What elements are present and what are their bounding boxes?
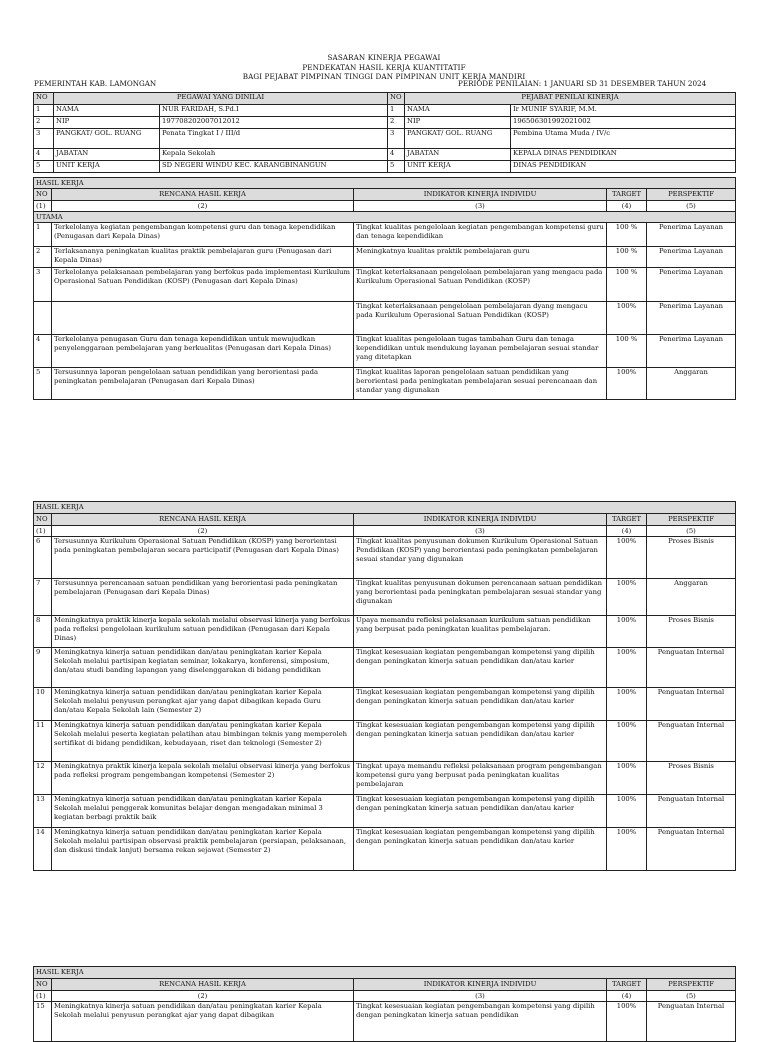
government-label: PEMERINTAH KAB. LAMONGAN [34,79,157,88]
rencana-hasil-kerja: Meningkatnya praktik kinerja kepala sekolah melalui observasi kinerja yang berfokus pada refleksi pengelolaan kurikulum satuan pendidikan (Penugasan dari Kepala Dinas) [52,616,354,648]
perspektif-value: Penerima Layanan [647,302,736,335]
perspektif-value: Penerima Layanan [647,247,736,268]
indikator-kinerja: Upaya memandu refleksi pelaksanaan kurikulum satuan pendidikan yang berpusat pada peningkatan kualitas pembelajaran. [354,616,607,648]
perspektif-value: Penguatan Internal [647,1002,736,1042]
target-value: 100% [607,579,647,616]
info-row [34,129,736,149]
col-number: (4) [607,201,647,212]
rencana-hasil-kerja: Tersusunnya laporan pengelolaan satuan pendidikan yang berorientasi pada peningkatan pembelajaran (Penugasan dari Kepala Dinas) [52,368,354,400]
info-header-row [34,93,736,105]
target-value: 100 % [607,335,647,368]
indikator-kinerja: Tingkat kualitas laporan pengelolaan satuan pendidikan yang berorientasi pada peningkatan pembelajaran sesuai perencanaan dan standar yang digunakan [354,368,607,400]
penilai-nama: Ir MUNIF SYARIF, M.M. [511,105,736,117]
col-number: (1) [34,991,52,1002]
perspektif-value: Penguatan Internal [647,688,736,721]
indikator-kinerja: Tingkat kesesuaian kegiatan pengembangan kompetensi yang dipilih dengan peningkatan kinerja satuan pendidikan dan/atau karier [354,721,607,762]
hasil-kerja-row [34,537,736,579]
rencana-hasil-kerja [52,302,354,335]
row-no: 10 [34,688,52,721]
indikator-kinerja: Tingkat kualitas pengelolaan kegiatan pengembangan kompetensi guru dan tenaga kependidikan [354,223,607,247]
indikator-kinerja: Tingkat kesesuaian kegiatan pengembangan kompetensi yang dipilih dengan peningkatan kinerja satuan pendidikan [354,1002,607,1042]
row-no: 14 [34,828,52,871]
info-label: UNIT KERJA [405,161,511,173]
col-number: (3) [354,526,607,537]
target-value: 100% [607,828,647,871]
col-number: (4) [607,526,647,537]
target-value: 100 % [607,247,647,268]
row-no: 11 [34,721,52,762]
col-number: (5) [647,526,736,537]
section-2-body [34,537,736,871]
col-indikator-header: INDIKATOR KINERJA INDIVIDU [354,189,607,201]
hasil-kerja-label: HASIL KERJA [34,967,736,979]
hasil-kerja-row [34,268,736,302]
indikator-kinerja: Tingkat kesesuaian kegiatan pengembangan kompetensi yang dipilih dengan peningkatan kinerja satuan pendidikan dan/atau karier [354,795,607,828]
pegawai-nip: 197708202007012012 [160,117,388,129]
row-no: 1 [34,223,52,247]
info-no: 5 [388,161,405,173]
indikator-kinerja: Tingkat kesesuaian kegiatan pengembangan kompetensi yang dipilih dengan peningkatan kinerja satuan pendidikan dan/atau karier [354,648,607,688]
col-number: (2) [52,526,354,537]
indikator-kinerja: Tingkat kualitas penyusunan dokumen Kurikulum Operasional Satuan Pendidikan (KOSP) yang berorientasi pada peningkatan pembelajaran sesuai standar yang digunakan [354,537,607,579]
rencana-hasil-kerja: Terkelolanya penugasan Guru dan tenaga kependidikan untuk mewujudkan penyelenggaraan pembelajaran yang berkualitas (Penugasan dari Kepala Dinas) [52,335,354,368]
target-value: 100% [607,648,647,688]
col-number: (2) [52,991,354,1002]
rencana-hasil-kerja: Meningkatnya kinerja satuan pendidikan dan/atau peningkatan karier Kepala Sekolah melalui penggerak komunitas belajar dengan mengadakan minimal 3 kegiatan berbagi praktik baik [52,795,354,828]
pegawai-header: PEGAWAI YANG DINILAI [54,93,388,105]
document-title-block [0,53,768,82]
info-label: JABATAN [54,149,160,161]
rencana-hasil-kerja: Meningkatnya kinerja satuan pendidikan dan/atau peningkatan karier Kepala Sekolah melalui penyusun perangkat ajar yang dapat dibagikan [52,1002,354,1042]
pegawai-unit: SD NEGERI WINDU KEC. KARANGBINANGUN [160,161,388,173]
hasil-kerja-row [34,648,736,688]
row-no: 9 [34,648,52,688]
hasil-kerja-row [34,302,736,335]
pegawai-jabatan: Kepala Sekolah [160,149,388,161]
target-value: 100% [607,616,647,648]
hasil-kerja-row [34,1002,736,1042]
section-label-row [34,502,736,514]
hasil-kerja-row [34,828,736,871]
indikator-kinerja: Tingkat keterlaksanaan pengelolaan pembelajaran dyang mengacu pada Kurikulum Operasional Satuan Pendidikan (KOSP) [354,302,607,335]
col-no-header: NO [34,979,52,991]
row-no: 6 [34,537,52,579]
col-target-header: TARGET [607,514,647,526]
info-label: UNIT KERJA [54,161,160,173]
col-perspektif-header: PERSPEKTIF [647,979,736,991]
row-no: 7 [34,579,52,616]
section-3-body [34,1002,736,1042]
penilai-header: PEJABAT PENILAI KINERJA [405,93,736,105]
period-label: PERIODE PENILAIAN: 1 JANUARI SD 31 DESEMBER TAHUN 2024 [458,79,707,88]
col-number: (4) [607,991,647,1002]
col-target-header: TARGET [607,189,647,201]
utama-row [34,212,736,223]
target-value: 100% [607,368,647,400]
indikator-kinerja: Meningkatnya kualitas praktik pembelajaran guru [354,247,607,268]
row-no: 3 [34,268,52,302]
title-line-3: BAGI PEJABAT PIMPINAN TINGGI DAN PIMPINAN UNIT KERJA MANDIRI [242,72,526,82]
indikator-kinerja: Tingkat kesesuaian kegiatan pengembangan kompetensi yang dipilih dengan peningkatan kinerja satuan pendidikan dan/atau karier [354,688,607,721]
info-label: NIP [54,117,160,129]
info-no: 2 [388,117,405,129]
title-line-1: SASARAN KINERJA PEGAWAI [327,53,441,62]
row-no: 15 [34,1002,52,1042]
col-no-header: NO [34,189,52,201]
col-rencana-header: RENCANA HASIL KERJA [52,514,354,526]
hasil-kerja-row [34,579,736,616]
col-number: (3) [354,201,607,212]
title-line-2: PENDEKATAN HASIL KERJA KUANTITATIF [302,62,466,72]
rencana-hasil-kerja: Meningkatnya kinerja satuan pendidikan dan/atau peningkatan karier Kepala Sekolah melalui penyusun perangkat ajar yang dapat dibagikan kepada Guru dan/atau Kepala Sekolah lain (Semester 2) [52,688,354,721]
perspektif-value: Penguatan Internal [647,828,736,871]
utama-label: UTAMA [34,212,736,223]
info-row [34,117,736,129]
section-1-body [34,223,736,400]
hasil-kerja-table-1 [33,177,736,400]
perspektif-value: Penguatan Internal [647,795,736,828]
hasil-kerja-row [34,368,736,400]
section-label-row [34,178,736,189]
info-label: NAMA [405,105,511,117]
col-perspektif-header: PERSPEKTIF [647,514,736,526]
col-number: (1) [34,526,52,537]
info-no: 3 [34,129,54,149]
column-number-row [34,201,736,212]
column-number-row [34,526,736,537]
col-number: (2) [52,201,354,212]
hasil-kerja-table-3 [33,966,736,1042]
perspektif-value: Penguatan Internal [647,648,736,688]
perspektif-value: Proses Bisnis [647,537,736,579]
row-no: 2 [34,247,52,268]
indikator-kinerja: Tingkat kualitas pengelolaan tugas tambahan Guru dan tenaga kependidikan untuk mendukung layanan pembelajaran sesuai standar yang ditetapkan [354,335,607,368]
column-header-row [34,189,736,201]
col-number: (1) [34,201,52,212]
perspektif-value: Penerima Layanan [647,223,736,247]
hasil-kerja-label: HASIL KERJA [34,502,736,514]
rencana-hasil-kerja: Meningkatnya kinerja satuan pendidikan dan/atau peningkatan karier Kepala Sekolah melalui peserta kegiatan pelatihan atau bimbingan teknis yang memperoleh sertifikat di bidang pendidikan, kebudayaan, riset dan teknologi (Semester 2) [52,721,354,762]
perspektif-value: Proses Bisnis [647,762,736,795]
rencana-hasil-kerja: Terlaksananya peningkatan kualitas praktik pembelajaran guru (Penugasan dari Kepala Dinas) [52,247,354,268]
column-header-row [34,514,736,526]
target-value: 100 % [607,268,647,302]
perspektif-value: Penerima Layanan [647,335,736,368]
penilai-pangkat: Pembina Utama Muda / IV/c [511,129,736,149]
info-no: 3 [388,129,405,149]
penilai-unit: DINAS PENDIDIKAN [511,161,736,173]
info-row [34,149,736,161]
info-no: 1 [34,105,54,117]
row-no [34,302,52,335]
info-label: PANGKAT/ GOL. RUANG [54,129,160,149]
col-indikator-header: INDIKATOR KINERJA INDIVIDU [354,514,607,526]
col-rencana-header: RENCANA HASIL KERJA [52,189,354,201]
info-no: 4 [388,149,405,161]
hasil-kerja-row [34,616,736,648]
target-value: 100% [607,762,647,795]
perspektif-value: Penguatan Internal [647,721,736,762]
hasil-kerja-row [34,795,736,828]
target-value: 100% [607,688,647,721]
perspektif-value: Penerima Layanan [647,268,736,302]
info-no: 1 [388,105,405,117]
row-no: 13 [34,795,52,828]
hasil-kerja-row [34,721,736,762]
col-number: (3) [354,991,607,1002]
target-value: 100% [607,302,647,335]
col-perspektif-header: PERSPEKTIF [647,189,736,201]
penilai-jabatan: KEPALA DINAS PENDIDIKAN [511,149,736,161]
col-indikator-header: INDIKATOR KINERJA INDIVIDU [354,979,607,991]
info-no: 5 [34,161,54,173]
info-no-header-2: NO [388,93,405,105]
target-value: 100% [607,721,647,762]
employee-info-table [33,92,736,173]
info-row [34,105,736,117]
info-no: 2 [34,117,54,129]
perspektif-value: Anggaran [647,579,736,616]
info-label: NIP [405,117,511,129]
info-no-header: NO [34,93,54,105]
indikator-kinerja: Tingkat upaya memandu refleksi pelaksanaan program pengembangan kompetensi guru yang berpusat pada peningkatan kualitas pembelajaran [354,762,607,795]
target-value: 100 % [607,223,647,247]
row-no: 4 [34,335,52,368]
info-label: NAMA [54,105,160,117]
column-header-row [34,979,736,991]
row-no: 12 [34,762,52,795]
hasil-kerja-row [34,762,736,795]
rencana-hasil-kerja: Tersusunnya perencanaan satuan pendidikan yang berorientasi pada peningkatan pembelajaran (Penugasan dari Kepala Dinas) [52,579,354,616]
hasil-kerja-row [34,247,736,268]
rencana-hasil-kerja: Terkelolanya kegiatan pengembangan kompetensi guru dan tenaga kependidikan (Penugasan dari Kepala Dinas) [52,223,354,247]
row-no: 8 [34,616,52,648]
penilai-nip: 196506301992021002 [511,117,736,129]
rencana-hasil-kerja: Meningkatnya praktik kinerja kepala sekolah melalui observasi kinerja yang berfokus pada refleksi program pengembangan kompetensi (Semester 2) [52,762,354,795]
rencana-hasil-kerja: Meningkatnya kinerja satuan pendidikan dan/atau peningkatan karier Kepala Sekolah melalui partisipan kegiatan seminar, lokakarya, konferensi, simposium, dan/atau studi banding lapangan yang diselenggarakan di bidang pendidikan [52,648,354,688]
rencana-hasil-kerja: Terkelolanya pelaksanaan pembelajaran yang berfokus pada implementasi Kurikulum Operasional Satuan Pendidikan (KOSP) (Penugasan dari Kepala Dinas) [52,268,354,302]
pegawai-nama: NUR FARIDAH, S.Pd.I [160,105,388,117]
col-rencana-header: RENCANA HASIL KERJA [52,979,354,991]
indikator-kinerja: Tingkat kesesuaian kegiatan pengembangan kompetensi yang dipilih dengan peningkatan kinerja satuan pendidikan dan/atau karier [354,828,607,871]
row-no: 5 [34,368,52,400]
col-number: (5) [647,991,736,1002]
section-label-row [34,967,736,979]
hasil-kerja-label: HASIL KERJA [34,178,736,189]
col-number: (5) [647,201,736,212]
hasil-kerja-table-2 [33,501,736,871]
target-value: 100% [607,537,647,579]
info-no: 4 [34,149,54,161]
info-label: PANGKAT/ GOL. RUANG [405,129,511,149]
rencana-hasil-kerja: Meningkatnya kinerja satuan pendidikan dan/atau peningkatan karier Kepala Sekolah melalui partisipan observasi praktik pembelajaran (persiapan, pelaksanaan, dan diskusi tindak lanjut) bersama rekan sejawat (Semester 2) [52,828,354,871]
perspektif-value: Proses Bisnis [647,616,736,648]
hasil-kerja-row [34,688,736,721]
indikator-kinerja: Tingkat keterlaksanaan pengelolaan pembelajaran yang mengacu pada Kurikulum Operasional Satuan Pendidikan (KOSP) [354,268,607,302]
perspektif-value: Anggaran [647,368,736,400]
hasil-kerja-row [34,223,736,247]
hasil-kerja-row [34,335,736,368]
col-no-header: NO [34,514,52,526]
indikator-kinerja: Tingkat kualitas penyusunan dokumen perencanaan satuan pendidikan yang berorientasi pada peningkatan pembelajaran sesuai standar yang digunakan [354,579,607,616]
pegawai-pangkat: Penata Tingkat I / III/d [160,129,388,149]
info-label: JABATAN [405,149,511,161]
target-value: 100% [607,795,647,828]
target-value: 100% [607,1002,647,1042]
rencana-hasil-kerja: Tersusunnya Kurikulum Operasional Satuan Pendidikan (KOSP) yang berorientasi pada peningkatan pembelajaran secara participatif (Penugasan dari Kepala Dinas) [52,537,354,579]
column-number-row [34,991,736,1002]
col-target-header: TARGET [607,979,647,991]
info-row [34,161,736,173]
